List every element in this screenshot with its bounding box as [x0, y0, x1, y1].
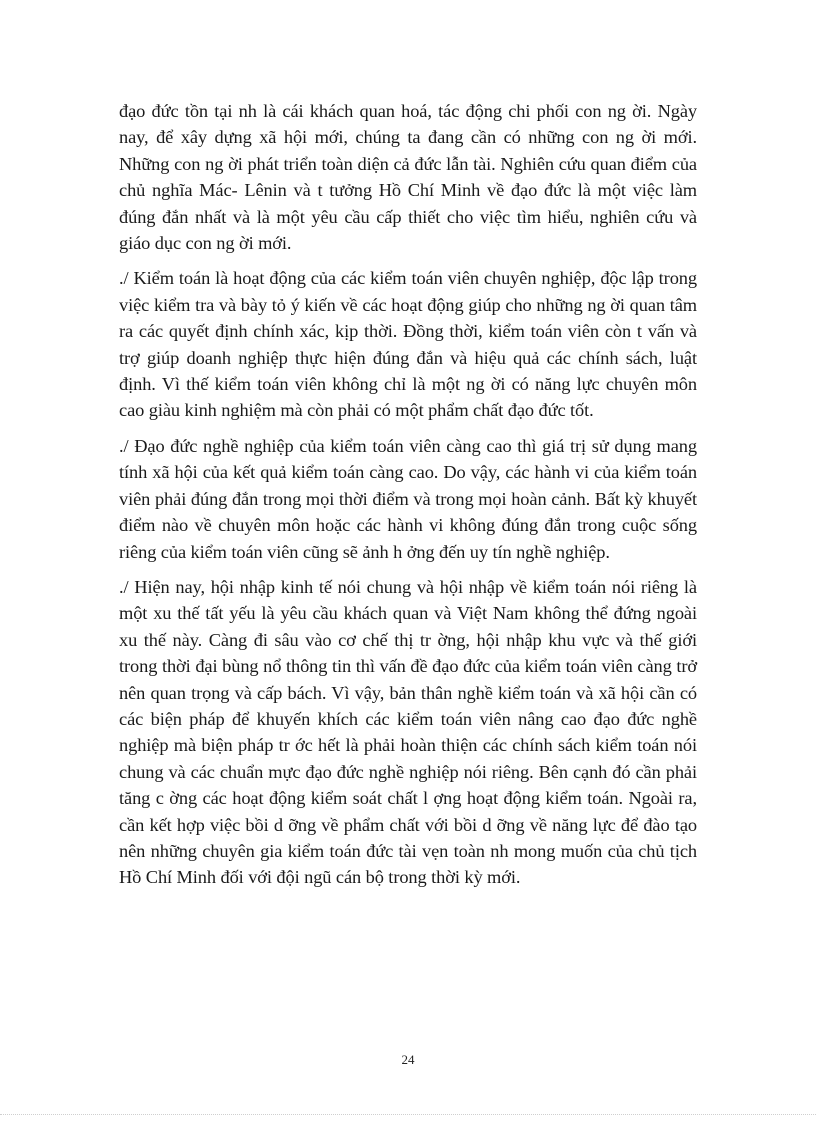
paragraph-4: ./ Hiện nay, hội nhập kinh tế nói chung và hội nhập về kiểm toán nói riêng là một xu thế tất yếu là yêu cầu khách quan và Việt Nam không thể đứng ngoài xu thế này. Càng đi sâu vào cơ chế thị tr ờng, hội nhập khu vực và thế giới trong thời đại bùng nổ thông tin thì vấn đề đạo đức của kiểm toán viên càng trở nên quan trọng và cấp bách. Vì vậy, bản thân nghề kiểm toán và xã hội cần có các biện pháp để khuyến khích các kiểm toán viên nâng cao đạo đức nghề nghiệp mà biện pháp tr ớc hết là phải hoàn thiện các chính sách kiểm toán nói chung và các chuẩn mực đạo đức nghề nghiệp nói riêng. Bên cạnh đó cần phải tăng c ờng các hoạt động kiểm soát chất l ợng hoạt động kiểm toán. Ngoài ra, cần kết hợp việc bồi d ỡng về phẩm chất với bồi d ỡng về năng lực để đào tạo nên những chuyên gia kiểm toán đức tài vẹn toàn nh mong muốn của chủ tịch Hồ Chí Minh đối với đội ngũ cán bộ trong thời kỳ mới. [119, 576, 697, 888]
body-text [119, 98, 697, 900]
paragraph-2: ./ Kiểm toán là hoạt động của các kiểm toán viên chuyên nghiệp, độc lập trong việc kiểm tra và bày tỏ ý kiến về các hoạt động giúp cho những ng ời quan tâm ra các quyết định chính xác, kịp thời. Đồng thời, kiểm toán viên còn t vấn và trợ giúp doanh nghiệp thực hiện đúng đắn và hiệu quả các chính sách, luật định. Vì thế kiểm toán viên không chỉ là một ng ời có năng lực chuyên môn cao giàu kinh nghiệm mà còn phải có một phẩm chất đạo đức tốt. [119, 268, 697, 421]
page-bottom-divider [0, 1114, 816, 1115]
page-number: 24 [401, 1052, 415, 1067]
paragraph-3: ./ Đạo đức nghề nghiệp của kiểm toán viên càng cao thì giá trị sử dụng mang tính xã hội của kết quả kiểm toán càng cao. Do vậy, các hành vi của kiểm toán viên phải đúng đắn trong mọi thời điểm và trong mọi hoàn cảnh. Bất kỳ khuyết điểm nào về chuyên môn hoặc các hành vi không đúng đắn trong cuộc sống riêng của kiểm toán viên cũng sẽ ảnh h ởng đến uy tín nghề nghiệp. [119, 435, 697, 562]
paragraph-1: đạo đức tồn tại nh là cái khách quan hoá, tác động chi phối con ng ời. Ngày nay, để xây dựng xã hội mới, chúng ta đang cần có những con ng ời mới. Những con ng ời phát triển toàn diện cả đức lẫn tài. Nghiên cứu quan điểm của chủ nghĩa Mác- Lênin và t tưởng Hồ Chí Minh về đạo đức là một việc làm đúng đắn nhất và là một yêu cầu cấp thiết cho việc tìm hiểu, nghiên cứu và giáo dục con ng ời mới. [119, 101, 697, 254]
